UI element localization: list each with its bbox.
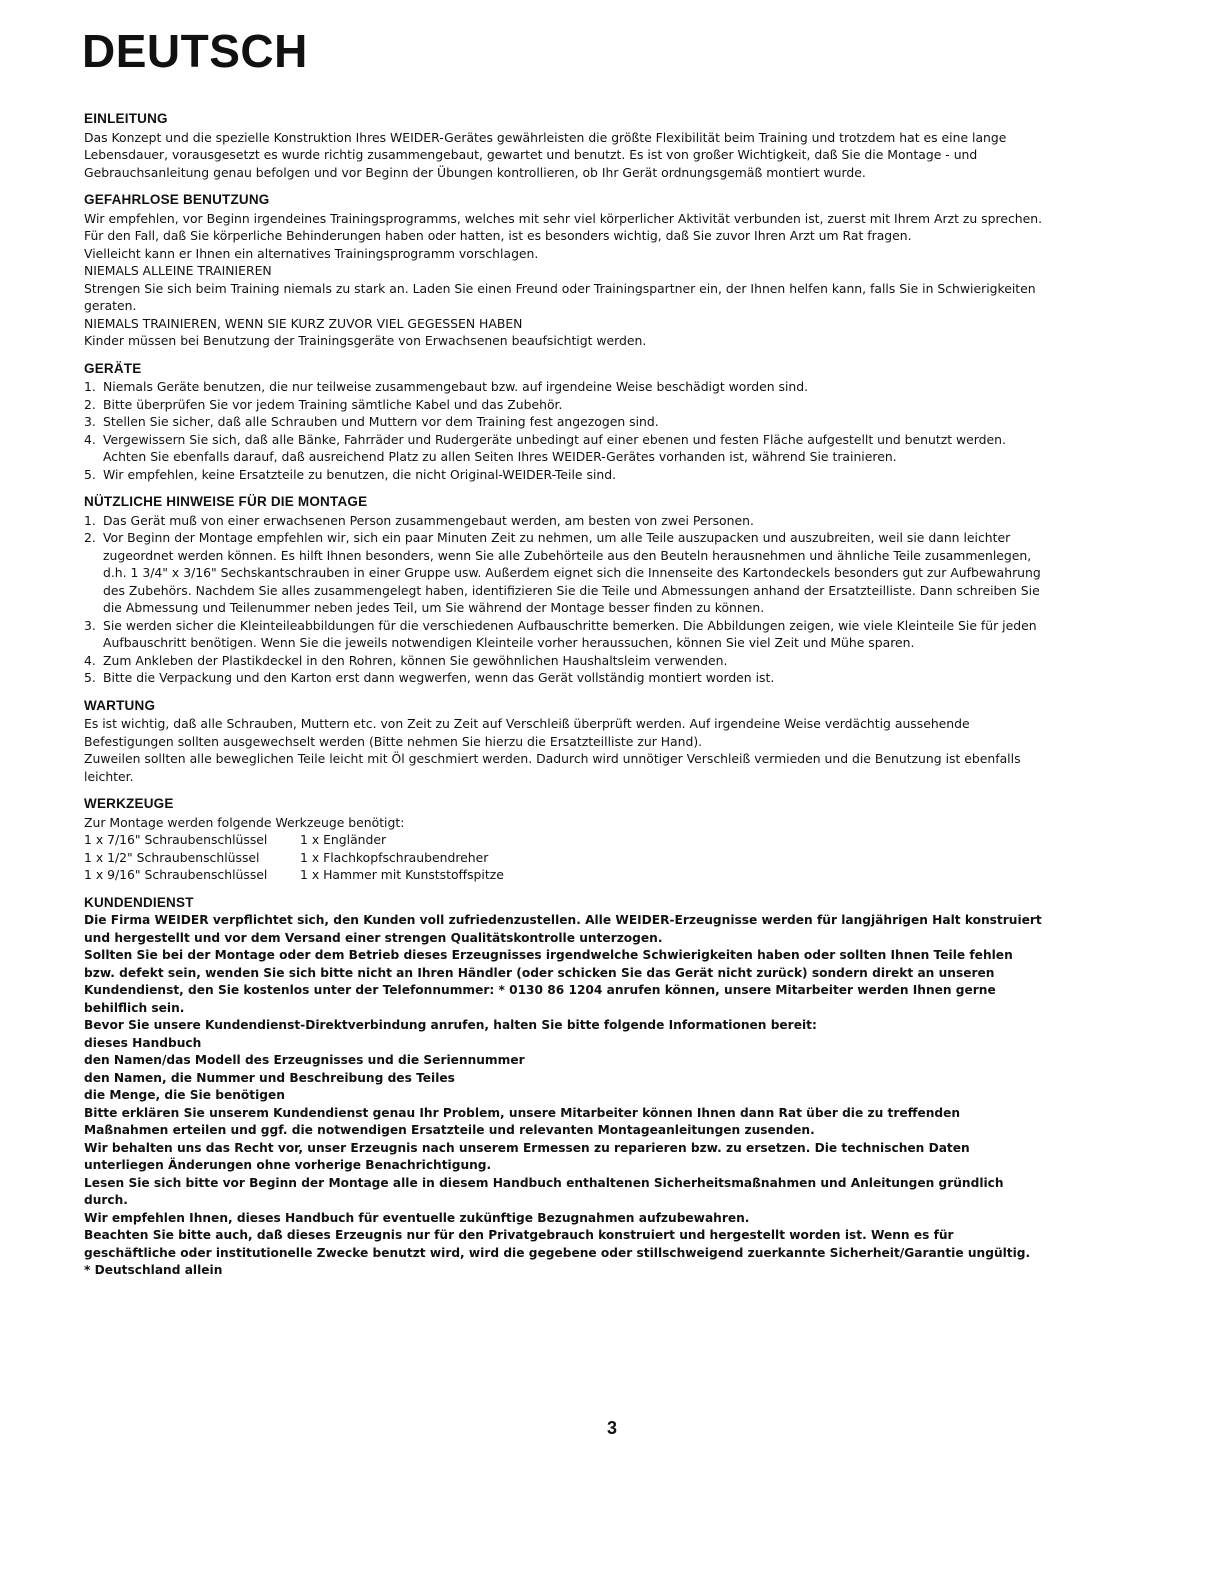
section-kundendienst (84, 894, 1044, 1280)
list-item (84, 413, 1044, 431)
page-number: 3 (606, 1418, 617, 1438)
section-einleitung (84, 110, 1044, 181)
list-item-text: Vor Beginn der Montage empfehlen wir, sich ein paar Minuten Zeit zu nehmen, um alle Teile auszupacken und auszubreiten, weil sie dann leichter zugeordnet werden können. Es hilft Ihnen besonders, wenn Sie alle Zubehörteile aus den Beuteln herausnehmen und ähnliche Teile zusammenlegen, d.h. 1 3/4" x 3/16" Sechskantschrauben in einer Gruppe usw. Außerdem eignet sich die Innenseite des Kartondeckels besonders gut zur Aufbewahrung des Zubehörs. Nachdem Sie alles zusammengelegt haben, identifizieren Sie die Teile und Abmessungen anhand der Ersatzteilliste. Dann schreiben Sie die Abmessung und Teilenummer neben jedes Teil, um Sie während der Montage besser finden zu können. (103, 530, 1041, 615)
wartung-paragraph: Zuweilen sollten alle beweglichen Teile leicht mit Öl geschmiert werden. Dadurch wird unnötiger Verschleiß vermieden und die Benutzung ist ebenfalls leichter. (84, 751, 1021, 784)
list-item-text: Wir empfehlen, keine Ersatzteile zu benutzen, die nicht Original-WEIDER-Teile sind. (103, 466, 617, 482)
tool-item: 1 x 9/16" Schraubenschlüssel (84, 867, 268, 882)
kundendienst-line: Bitte erklären Sie unserem Kundendienst genau Ihr Problem, unsere Mitarbeiter können Ihnen dann Rat über die zu treffenden Maßnahmen erteilen und ggf. die notwendigen Ersatzteile und relevanten Montageanleitungen zusenden. (84, 1105, 961, 1137)
kundendienst-line: den Namen/das Modell des Erzeugnisses und die Seriennummer (84, 1053, 525, 1067)
kundendienst-line: dieses Handbuch (84, 1035, 202, 1050)
kundendienst-line: Wir empfehlen Ihnen, dieses Handbuch für eventuelle zukünftige Bezugnahmen aufzubewahren. (84, 1210, 750, 1225)
manual-body (84, 110, 1044, 1290)
list-item-number: 1. (84, 379, 96, 394)
section-werkzeuge (84, 795, 1044, 884)
kundendienst-line: Wir behalten uns das Recht vor, unser Erzeugnis nach unserem Ermessen zu reparieren bzw. zu ersetzen. Die technischen Daten unterliegen Änderungen ohne vorherige Benachrichtigung. (84, 1140, 970, 1172)
list-item (84, 396, 1044, 414)
list-item (84, 652, 1044, 670)
list-item-text: Stellen Sie sicher, daß alle Schrauben und Muttern vor dem Training fest angezogen sind. (103, 414, 659, 429)
list-item-text: Zum Ankleben der Plastikdeckel in den Rohren, können Sie gewöhnlichen Haushaltsleim verwenden. (103, 652, 728, 668)
kundendienst-line: den Namen, die Nummer und Beschreibung des Teiles (84, 1070, 455, 1085)
list-item-text: Das Gerät muß von einer erwachsenen Person zusammengebaut werden, am besten von zwei Personen. (103, 512, 754, 528)
list-item-number: 3. (84, 414, 96, 429)
safety-paragraph: Kinder müssen bei Benutzung der Trainingsgeräte von Erwachsenen beaufsichtigt werden. (84, 333, 647, 348)
section-montage (84, 493, 1044, 687)
heading-kundendienst: KUNDENDIENST (84, 894, 194, 910)
list-item (84, 669, 1044, 687)
footnote: * Deutschland allein (84, 1263, 223, 1277)
list-item-text: Sie werden sicher die Kleinteileabbildungen für die verschiedenen Aufbauschritte bemerken. Die Abbildungen zeigen, wie viele Kleinteile Sie für jeden Aufbauschritt benötigen. Wenn Sie die jeweils notwendigen Kleinteile vorher heraussuchen, können Sie viel Zeit und Mühe sparen. (103, 617, 1037, 650)
safety-paragraph: Für den Fall, daß Sie körperliche Behinderungen haben oder hatten, ist es besonders wichtig, daß Sie zuvor Ihren Arzt um Rat fragen. (84, 228, 912, 243)
section-wartung (84, 697, 1044, 786)
list-item-text: Vergewissern Sie sich, daß alle Bänke, Fahrräder und Rudergeräte unbedingt auf einer ebenen und festen Fläche aufgestellt und benutzt werden. Achten Sie ebenfalls darauf, daß ausreichend Platz zu allen Seiten Ihres WEIDER-Gerätes vorhanden ist, während Sie trainieren. (103, 431, 1006, 464)
geraete-list (84, 378, 1044, 483)
list-item-number: 5. (84, 466, 96, 482)
page-title: DEUTSCH (82, 25, 308, 77)
list-item (84, 512, 1044, 530)
wartung-paragraph: Es ist wichtig, daß alle Schrauben, Muttern etc. von Zeit zu Zeit auf Verschleiß überprüft werden. Auf irgendeine Weise verdächtig aussehende Befestigungen sollten ausgewechselt werden (Bitte nehmen Sie hierzu die Ersatzteilliste zur Hand). (84, 716, 970, 749)
kundendienst-body (84, 912, 1044, 1280)
tool-item: 1 x 7/16" Schraubenschlüssel (84, 832, 268, 847)
kundendienst-line: Beachten Sie bitte auch, daß dieses Erzeugnis nur für den Privatgebrauch konstruiert und hergestellt worden ist. Wenn es für geschäftliche oder institutionelle Zwecke benutzt wird, wird die gegebene oder stillschweigend zuerkannte Sicherheit/Garantie ungültig. (84, 1228, 1031, 1260)
heading-werkzeuge: WERKZEUGE (84, 796, 174, 811)
heading-gefahrlose-benutzung: GEFAHRLOSE BENUTZUNG (84, 192, 270, 207)
list-item-number: 4. (84, 431, 96, 447)
kundendienst-line: die Menge, die Sie benötigen (84, 1088, 285, 1102)
list-item-text: Bitte die Verpackung und den Karton erst dann wegwerfen, wenn das Gerät vollständig montiert worden ist. (103, 670, 775, 685)
tool-item: 1 x 1/2" Schraubenschlüssel (84, 849, 260, 865)
heading-wartung: WARTUNG (84, 697, 156, 713)
list-item (84, 431, 1044, 466)
safety-paragraph: Vielleicht kann er Ihnen ein alternatives Trainingsprogramm vorschlagen. (84, 245, 539, 261)
heading-montage: NÜTZLICHE HINWEISE FÜR DIE MONTAGE (84, 494, 368, 509)
heading-einleitung: EINLEITUNG (84, 111, 168, 126)
list-item (84, 378, 1044, 396)
werkzeuge-intro: Zur Montage werden folgende Werkzeuge benötigt: (84, 814, 405, 830)
list-item (84, 466, 1044, 484)
kundendienst-line: Bevor Sie unsere Kundendienst-Direktverbindung anrufen, halten Sie bitte folgende Informationen bereit: (84, 1018, 817, 1032)
list-item (84, 617, 1044, 652)
tool-item: 1 x Flachkopfschraubendreher (300, 849, 489, 865)
montage-list (84, 512, 1044, 687)
list-item-number: 2. (84, 530, 96, 545)
tool-item: 1 x Hammer mit Kunststoffspitze (300, 867, 504, 882)
heading-geraete: GERÄTE (84, 360, 142, 376)
safety-paragraph: Strengen Sie sich beim Training niemals zu stark an. Laden Sie einen Freund oder Trainingspartner ein, der Ihnen helfen kann, falls Sie in Schwierigkeiten geraten. (84, 280, 1036, 313)
section-geraete (84, 360, 1044, 484)
section-gefahrlose-benutzung (84, 191, 1044, 350)
list-item-number: 3. (84, 617, 96, 633)
safety-warning: NIEMALS TRAINIEREN, WENN SIE KURZ ZUVOR VIEL GEGESSEN HABEN (84, 315, 523, 331)
list-item-number: 5. (84, 670, 96, 685)
list-item (84, 529, 1044, 617)
list-item-number: 4. (84, 652, 96, 668)
tool-item: 1 x Engländer (300, 832, 387, 847)
tools-table (84, 831, 1044, 884)
list-item-text: Niemals Geräte benutzen, die nur teilweise zusammengebaut bzw. auf irgendeine Weise beschädigt worden sind. (103, 379, 809, 394)
kundendienst-line: Sollten Sie bei der Montage oder dem Betrieb dieses Erzeugnisses irgendwelche Schwierigkeiten haben oder sollten Ihnen Teile fehlen bzw. defekt sein, wenden Sie sich bitte nicht an Ihren Händler (oder schicken Sie das Gerät nicht zurück) sondern direkt an unseren Kundendienst, den Sie kostenlos unter der Telefonnummer: * 0130 86 1204 anrufen können, unsere Mitarbeiter werden Ihnen gerne behilflich sein. (84, 948, 1013, 1015)
list-item-number: 1. (84, 512, 96, 528)
safety-paragraph: Wir empfehlen, vor Beginn irgendeines Trainingsprogramms, welches mit sehr viel körperlicher Aktivität verbunden ist, zuerst mit Ihrem Arzt zu sprechen. (84, 210, 1043, 226)
list-item-number: 2. (84, 396, 96, 412)
kundendienst-line: Die Firma WEIDER verpflichtet sich, den Kunden voll zufriedenzustellen. Alle WEIDER-Erzeugnisse werden für langjährigen Halt konstruiert und hergestellt und vor dem Versand einer strengen Qualitätskontrolle unterzogen. (84, 913, 1042, 945)
einleitung-text: Das Konzept und die spezielle Konstruktion Ihres WEIDER-Gerätes gewährleisten die größte Flexibilität beim Training und trotzdem hat es eine lange Lebensdauer, vorausgesetzt es wurde richtig zusammengebaut, gewartet und benutzt. Es ist von großer Wichtigkeit, daß Sie die Montage - und Gebrauchsanleitung genau befolgen und vor Beginn der Übungen kontrollieren, ob Ihr Gerät ordnungsgemäß montiert wurde. (84, 129, 1007, 180)
safety-warning: NIEMALS ALLEINE TRAINIEREN (84, 263, 272, 278)
list-item-text: Bitte überprüfen Sie vor jedem Training sämtliche Kabel und das Zubehör. (103, 396, 563, 412)
kundendienst-line: Lesen Sie sich bitte vor Beginn der Montage alle in diesem Handbuch enthaltenen Sicherheitsmaßnahmen und Anleitungen gründlich durch. (84, 1175, 1004, 1207)
